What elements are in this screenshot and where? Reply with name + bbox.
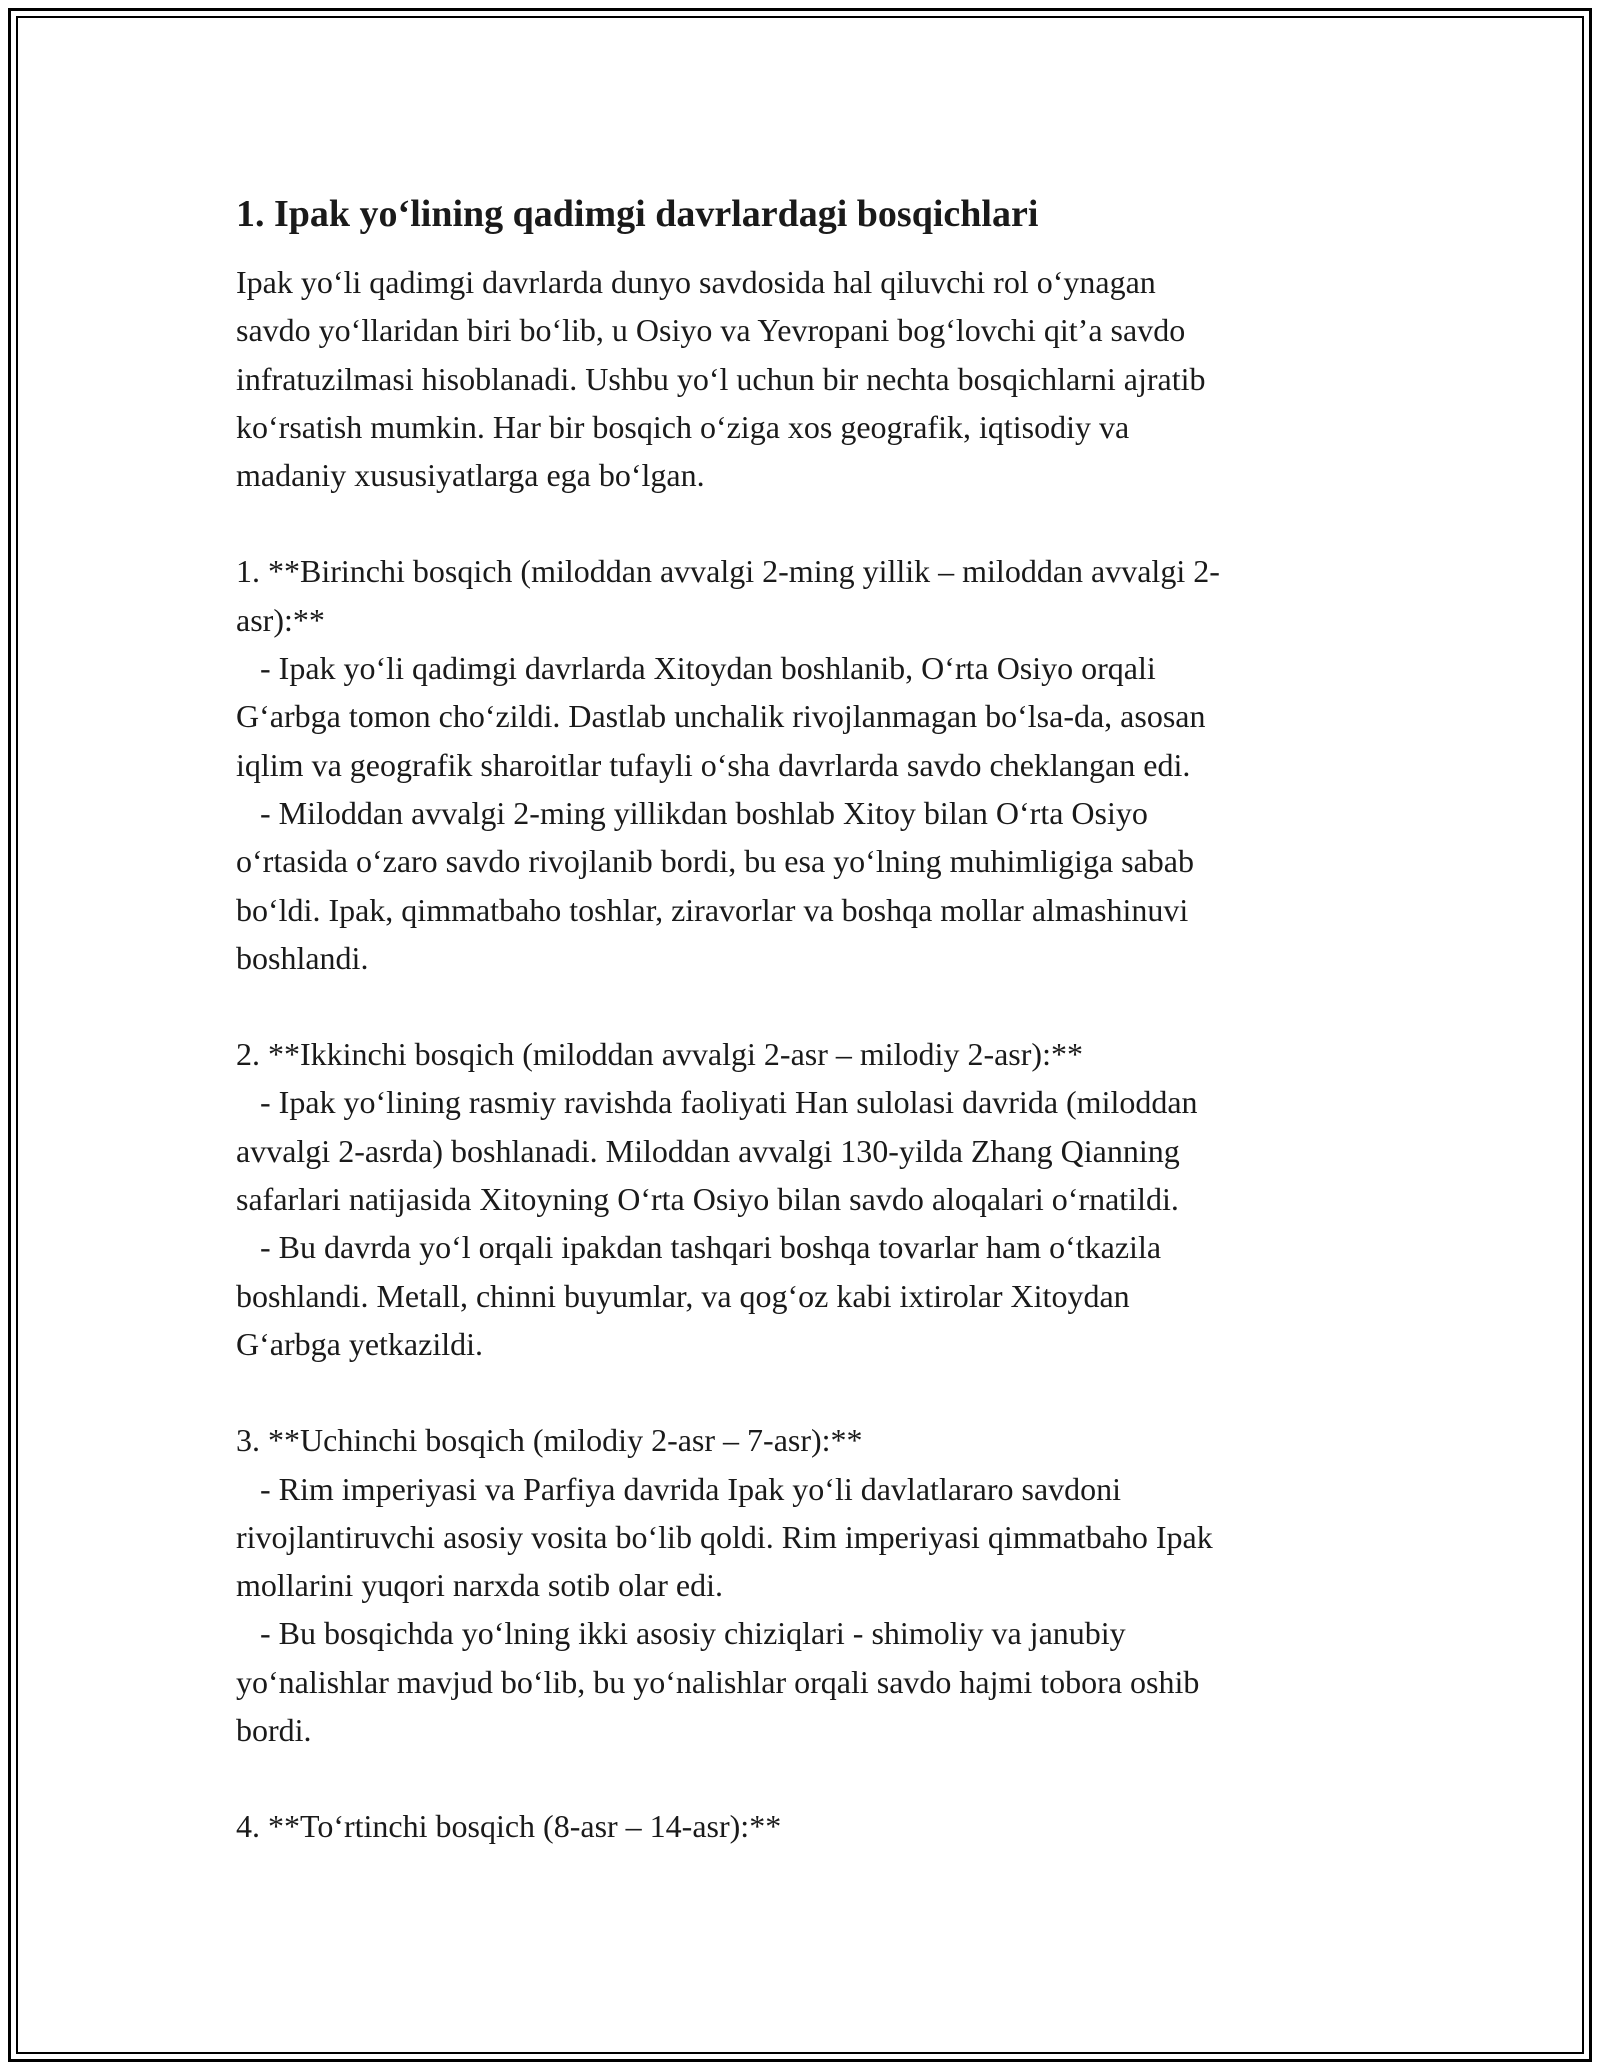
- section-heading: 1. Ipak yo‘lining qadimgi davrlardagi bosqichlari: [236, 193, 1039, 235]
- stage-4-paragraph: 4. **To‘rtinchi bosqich (8-asr – 14-asr):**: [236, 1808, 782, 1845]
- paragraph-gap: [236, 1754, 1376, 1802]
- stage-3-paragraph: 3. **Uchinchi bosqich (milodiy 2-asr – 7-asr):** - Rim imperiyasi va Parfiya davrida Ipak yo‘li davlatlararo savdoni rivojlantiruvchi asosiy vosita bo‘lib qoldi. Rim imperiyasi qimmatbaho Ipak mollarini yuqori narxda sotib olar edi. - Bu bosqichda yo‘lning ikki asosiy chiziqlari - shimoliy va janubiy yo‘nalishlar mavjud bo‘lib, bu yo‘nalishlar orqali savdo hajmi tobora oshib bordi.: [236, 1422, 1213, 1749]
- paragraph-gap: [236, 499, 1376, 547]
- document-body: [236, 188, 1376, 1851]
- paragraph-gap: [236, 982, 1376, 1030]
- intro-paragraph: Ipak yo‘li qadimgi davrlarda dunyo savdosida hal qiluvchi rol o‘ynagan savdo yo‘llaridan biri bo‘lib, u Osiyo va Yevropani bog‘lovchi qit’a savdo infratuzilmasi hisoblanadi. Ushbu yo‘l uchun bir nechta bosqichlarni ajratib ko‘rsatish mumkin. Har bir bosqich o‘ziga xos geografik, iqtisodiy va madaniy xususiyatlarga ega bo‘lgan.: [236, 264, 1206, 494]
- stage-1-paragraph: 1. **Birinchi bosqich (miloddan avvalgi 2-ming yillik – miloddan avvalgi 2- asr):** - Ipak yo‘li qadimgi davrlarda Xitoydan boshlanib, O‘rta Osiyo orqali G‘arbga tomon cho‘zildi. Dastlab unchalik rivojlanmagan bo‘lsa-da, asosan iqlim va geografik sharoitlar tufayli o‘sha davrlarda savdo cheklangan edi. - Miloddan avvalgi 2-ming yillikdan boshlab Xitoy bilan O‘rta Osiyo o‘rtasida o‘zaro savdo rivojlanib bordi, bu esa yo‘lning muhimligiga sabab bo‘ldi. Ipak, qimmatbaho toshlar, ziravorlar va boshqa mollar almashinuvi boshlandi.: [236, 553, 1220, 976]
- paragraph-gap: [236, 1368, 1376, 1416]
- stage-2-paragraph: 2. **Ikkinchi bosqich (miloddan avvalgi 2-asr – milodiy 2-asr):** - Ipak yo‘lining rasmiy ravishda faoliyati Han sulolasi davrida (miloddan avvalgi 2-asrda) boshlanadi. Miloddan avvalgi 130-yilda Zhang Qianning safarlari natijasida Xitoyning O‘rta Osiyo bilan savdo aloqalari o‘rnatildi. - Bu davrda yo‘l orqali ipakdan tashqari boshqa tovarlar ham o‘tkazila boshlandi. Metall, chinni buyumlar, va qog‘oz kabi ixtirolar Xitoydan G‘arbga yetkazildi.: [236, 1036, 1198, 1362]
